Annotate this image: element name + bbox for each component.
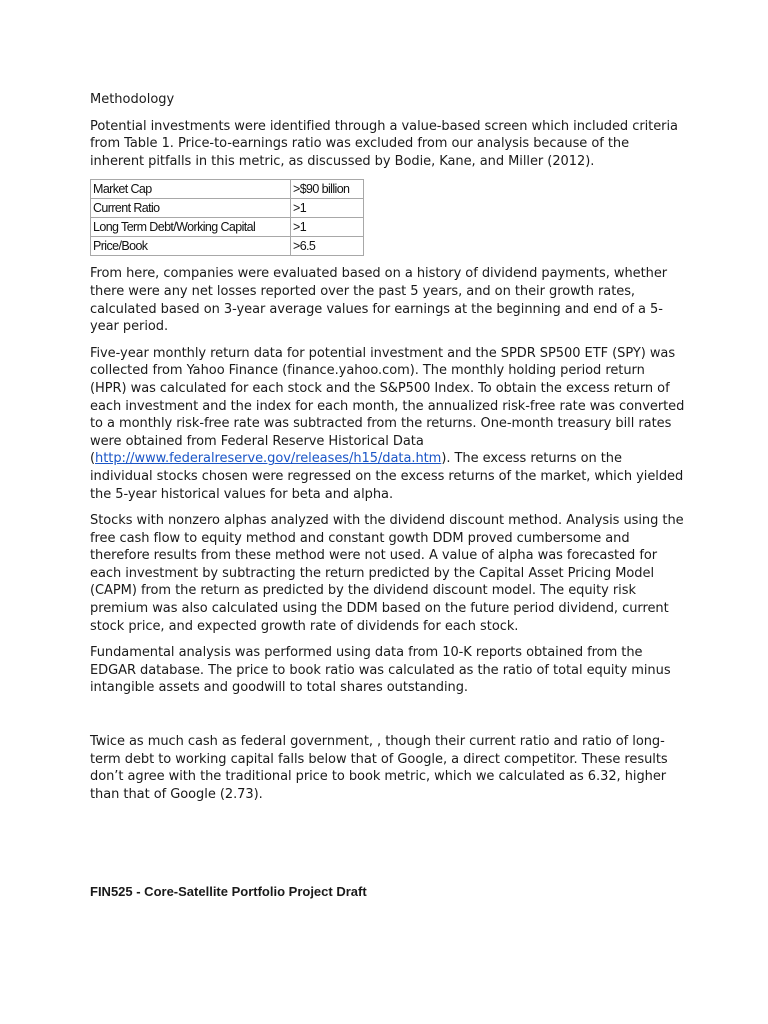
fundamental-paragraph: Fundamental analysis was performed using data from 10-K reports obtained from the EDGAR database. The price to book ratio was calculated as the ratio of total equity minus intangible assets and goodwill to total shares outstanding. (90, 645, 671, 696)
section-heading: Methodology (90, 92, 175, 107)
returns-text-before-link: Five-year monthly return data for potential investment and the SPDR SP500 ETF (SPY) was collected from Yahoo Finance (finance.yahoo.com). The monthly holding period return (HPR) was calculated for each stock and the S&P500 Index. To obtain the excess return of each investment and the index for each month, the annualized risk-free rate was converted to a monthly risk-free rate was subtracted from the returns. One-month treasury bill rates were obtained from Federal Reserve Historical Data ( (90, 345, 685, 467)
table-row (91, 237, 364, 256)
table-cell-value: >1 (291, 218, 364, 237)
table-row (91, 180, 364, 199)
table-cell-metric: Market Cap (91, 180, 291, 199)
table-row (91, 218, 364, 237)
document-body (90, 91, 685, 812)
blank-line (90, 706, 685, 733)
cash-paragraph: Twice as much cash as federal government, , though their current ratio and ratio of long-term debt to working capital falls below that of Google, a direct competitor. These results don’t agree with the traditional price to book metric, which we calculated as 6.32, higher than that of Google (2.73). (90, 734, 668, 802)
table-row (91, 199, 364, 218)
ddm-paragraph: Stocks with nonzero alphas analyzed with the dividend discount method. Analysis using the free cash flow to equity method and constant gowth DDM proved cumbersome and therefore results from these method were not used. A value of alpha was forecasted for each investment by subtracting the return predicted by the Capital Asset Pricing Model (CAPM) from the return as predicted by the dividend discount model. The equity risk premium was also calculated using the DDM based on the future period dividend, current stock price, and expected growth rate of dividends for each stock. (90, 513, 684, 634)
dividend-paragraph: From here, companies were evaluated based on a history of dividend payments, whether there were any net losses reported over the past 5 years, and on their growth rates, calculated based on 3-year average values for earnings at the beginning and end of a 5-year period. (90, 266, 668, 335)
document-footer-title: FIN525 - Core-Satellite Portfolio Project Draft (90, 884, 367, 899)
federal-reserve-link[interactable]: http://www.federalreserve.gov/releases/h15/data.htm (95, 451, 442, 467)
table-cell-metric: Current Ratio (91, 199, 291, 218)
table-cell-value: >1 (291, 199, 364, 218)
returns-paragraph (90, 345, 685, 503)
criteria-table (90, 179, 364, 256)
table-cell-metric: Long Term Debt/Working Capital (91, 218, 291, 237)
table-cell-metric: Price/Book (91, 237, 291, 256)
table-cell-value: >6.5 (291, 237, 364, 256)
table-cell-value: >$90 billion (291, 180, 364, 199)
intro-paragraph: Potential investments were identified through a value-based screen which included criteria from Table 1. Price-to-earnings ratio was excluded from our analysis because of the inherent pitfalls in this metric, as discussed by Bodie, Kane, and Miller (2012). (90, 118, 678, 169)
returns-text-after-link: ). The excess returns on the individual stocks chosen were regressed on the excess returns of the market, which yielded the 5-year historical values for beta and alpha. (90, 451, 684, 502)
